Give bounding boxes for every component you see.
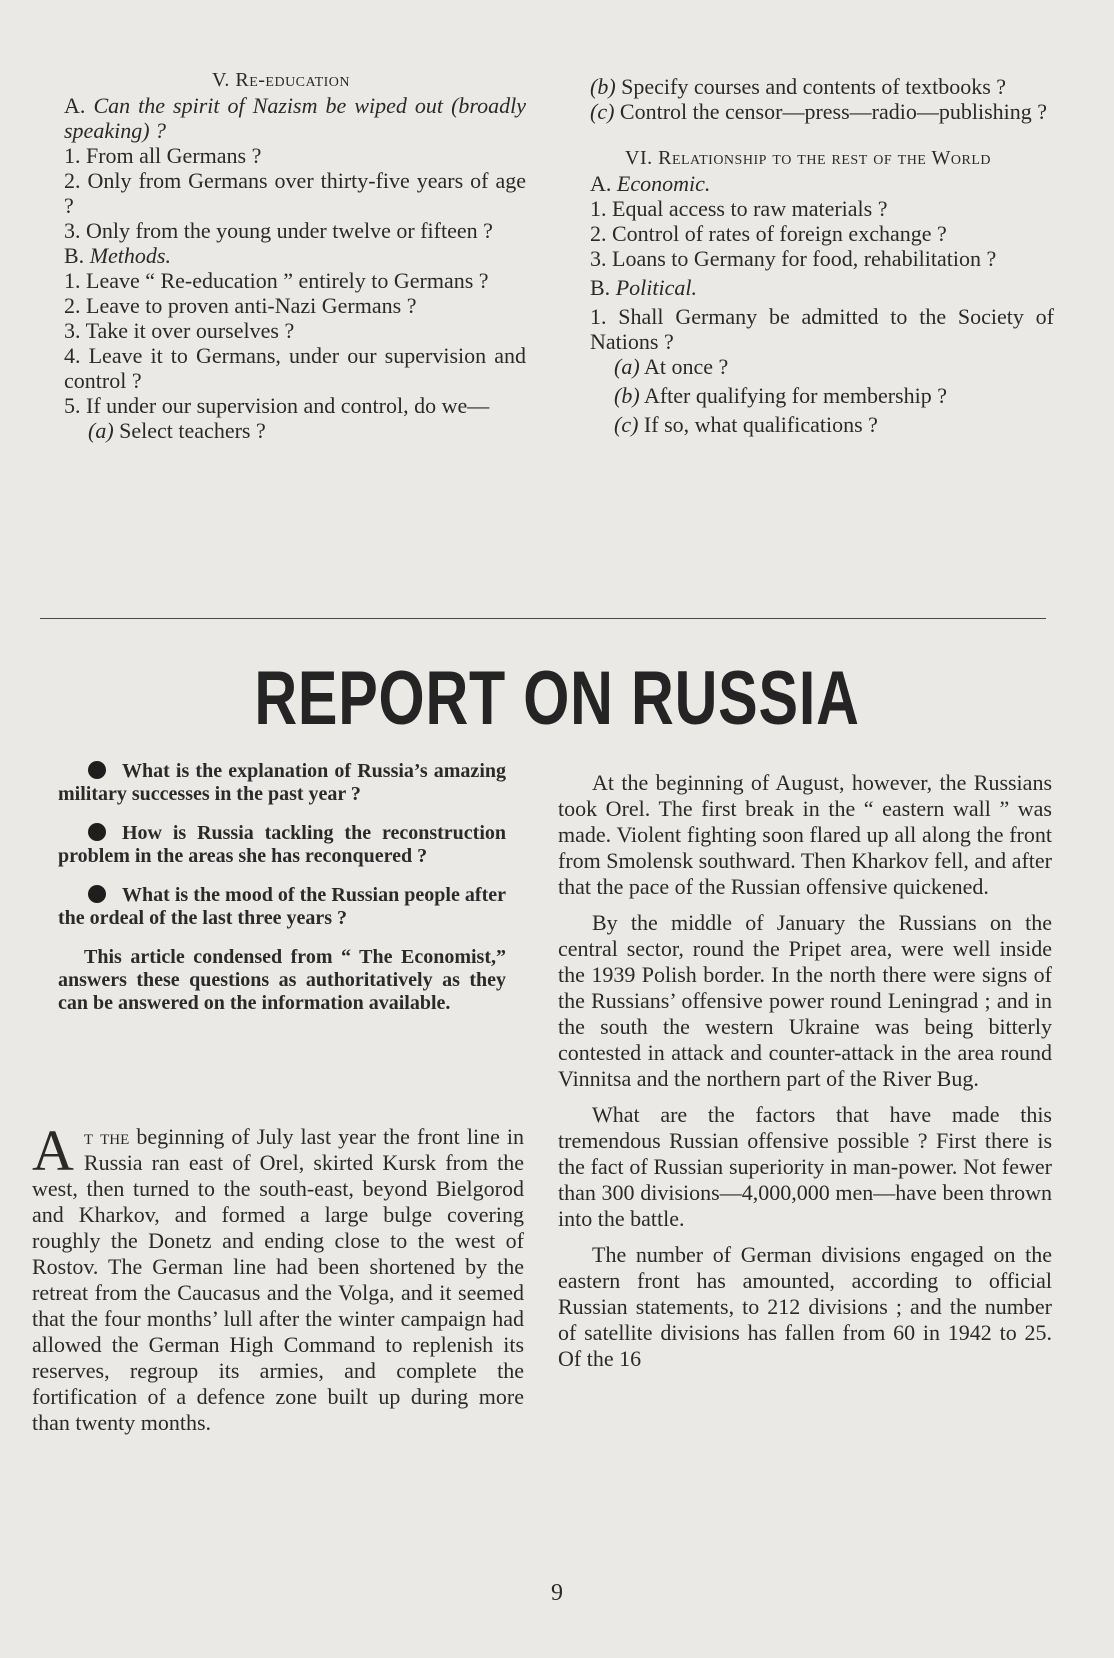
- reeducation-heading: [36, 68, 526, 93]
- sub-list-item: [562, 383, 1054, 408]
- list-item: 3. Only from the young under twelve or fifteen ?: [64, 218, 493, 243]
- top-right-column: [562, 74, 1054, 437]
- sub-item-label: (c): [590, 99, 615, 124]
- reeducation-section: [36, 68, 526, 443]
- list-item: 5. If under our supervision and control, do we—: [64, 393, 490, 418]
- bullet-icon: [88, 885, 106, 903]
- sub-item-text: Specify courses and contents of textbooks ?: [621, 74, 1007, 99]
- article-body-right: [558, 770, 1052, 1382]
- sub-item-text: If so, what qualifications ?: [643, 412, 878, 437]
- sub-item-text: Select teachers ?: [119, 418, 266, 443]
- divider-rule: [40, 618, 1046, 619]
- section-number: V.: [211, 69, 230, 91]
- list-item: 1. Leave “ Re-education ” entirely to Germans ?: [64, 268, 489, 293]
- sub-list-item: [36, 418, 526, 443]
- list-item: 1. Shall Germany be admitted to the Society of Nations ?: [590, 304, 1054, 354]
- question-text: How is Russia tackling the reconstruction problem in the areas she has reconquered ?: [58, 822, 506, 867]
- drop-cap: A: [32, 1118, 74, 1183]
- relationship-heading: [562, 146, 1054, 171]
- sub-list-item: [562, 99, 1054, 124]
- sub-list-item: [562, 412, 1054, 437]
- sub-item-text: After qualifying for membership ?: [643, 383, 947, 408]
- reeducation-a: [36, 93, 526, 143]
- subsection-label: A.: [590, 171, 612, 196]
- list-item: 3. Take it over ourselves ?: [64, 318, 295, 343]
- section-number: VI.: [625, 147, 653, 169]
- question-text: What is the mood of the Russian people after the ordeal of the last three years ?: [58, 884, 506, 929]
- paragraph: What are the factors that have made this tremendous Russian offensive possible ? First there is the fact of Russian superiority in man-power. Not fewer than 300 divisions—4,000,000 men—have been thrown into the battle.: [558, 1102, 1052, 1231]
- sub-item-label: (a): [88, 418, 114, 443]
- bullet-icon: [88, 761, 106, 779]
- article-title: REPORT ON RUSSIA: [254, 656, 860, 741]
- paragraph: By the middle of January the Russians on the central sector, round the Pripet area, were well inside the 1939 Polish border. In the north there were signs of the Russians’ offensive power round Leningrad ; and in the south the western Ukraine was being bitterly contested in attack and counter-attack in the area round Vinnitsa and the northern part of the River Bug.: [558, 910, 1052, 1091]
- list-item: 2. Control of rates of foreign exchange ?: [590, 221, 947, 246]
- reeducation-b: [36, 243, 526, 268]
- intro-question: [58, 822, 506, 868]
- subsection-title: Political.: [615, 275, 697, 300]
- subsection-question: Can the spirit of Nazism be wiped out (broadly speaking) ?: [64, 93, 527, 143]
- question-text: What is the explanation of Russia’s amazing military successes in the past year ?: [58, 760, 506, 805]
- relationship-a: [562, 171, 1054, 196]
- list-item: 3. Loans to Germany for food, rehabilitation ?: [590, 246, 997, 271]
- subsection-title: Methods.: [89, 243, 171, 268]
- paragraph: At the beginning of August, however, the Russians took Orel. The first break in the “ eastern wall ” was made. Violent fighting soon flared up all along the front from Smolensk southward. Then Kharkov fell, and after that the pace of the Russian offensive quickened.: [558, 770, 1052, 899]
- sub-list-item: [562, 354, 1054, 379]
- sub-list-item: [562, 74, 1054, 99]
- sub-item-text: At once ?: [643, 354, 729, 379]
- sub-item-label: (b): [590, 74, 616, 99]
- condensed-note: This article condensed from “ The Economist,” answers these questions as authoritatively as they can be answered on the information available.: [58, 946, 506, 1014]
- subsection-label: A.: [64, 93, 86, 118]
- bullet-icon: [88, 823, 106, 841]
- sub-item-label: (c): [614, 412, 639, 437]
- sub-item-label: (a): [614, 354, 640, 379]
- sub-item-text: Control the censor—press—radio—publishing ?: [619, 99, 1048, 124]
- subsection-title: Economic.: [616, 171, 711, 196]
- paragraph: The number of German divisions engaged on the eastern front has amounted, according to official Russian statements, to 212 divisions ; and the number of satellite divisions has fallen from 60 in 1942 to 25. Of the 16: [558, 1242, 1052, 1371]
- intro-question: [58, 884, 506, 930]
- relationship-b: [562, 275, 1054, 300]
- list-item: 2. Leave to proven anti-Nazi Germans ?: [64, 293, 417, 318]
- subsection-label: B.: [590, 275, 611, 300]
- page-number: 9: [551, 1580, 563, 1606]
- section-title: Relationship to the rest of the World: [658, 147, 991, 169]
- subsection-label: B.: [64, 243, 85, 268]
- opening-words: t the: [83, 1124, 130, 1149]
- article-intro: [58, 760, 506, 1015]
- article-body-left: [32, 1118, 525, 1436]
- paragraph-text: beginning of July last year the front line in Russia ran east of Orel, skirted Kursk from the west, then turned to the south-east, beyond Bielgorod and Kharkov, and formed a large bulge covering roughly the Donetz and ending close to the west of Rostov. The German line had been shortened by the retreat from the Caucasus and the Volga, and it seemed that the four months’ lull after the winter campaign had allowed the German High Command to replenish its reserves, regroup its armies, and complete the fortification of a defence zone built up during more than twenty months.: [32, 1124, 525, 1435]
- list-item: 1. Equal access to raw materials ?: [590, 196, 888, 221]
- list-item: 2. Only from Germans over thirty-five years of age ?: [64, 168, 526, 218]
- sub-item-label: (b): [614, 383, 640, 408]
- intro-question: [58, 760, 506, 806]
- list-item: 4. Leave it to Germans, under our supervision and control ?: [64, 343, 526, 393]
- section-title: Re-education: [235, 69, 351, 91]
- list-item: 1. From all Germans ?: [64, 143, 262, 168]
